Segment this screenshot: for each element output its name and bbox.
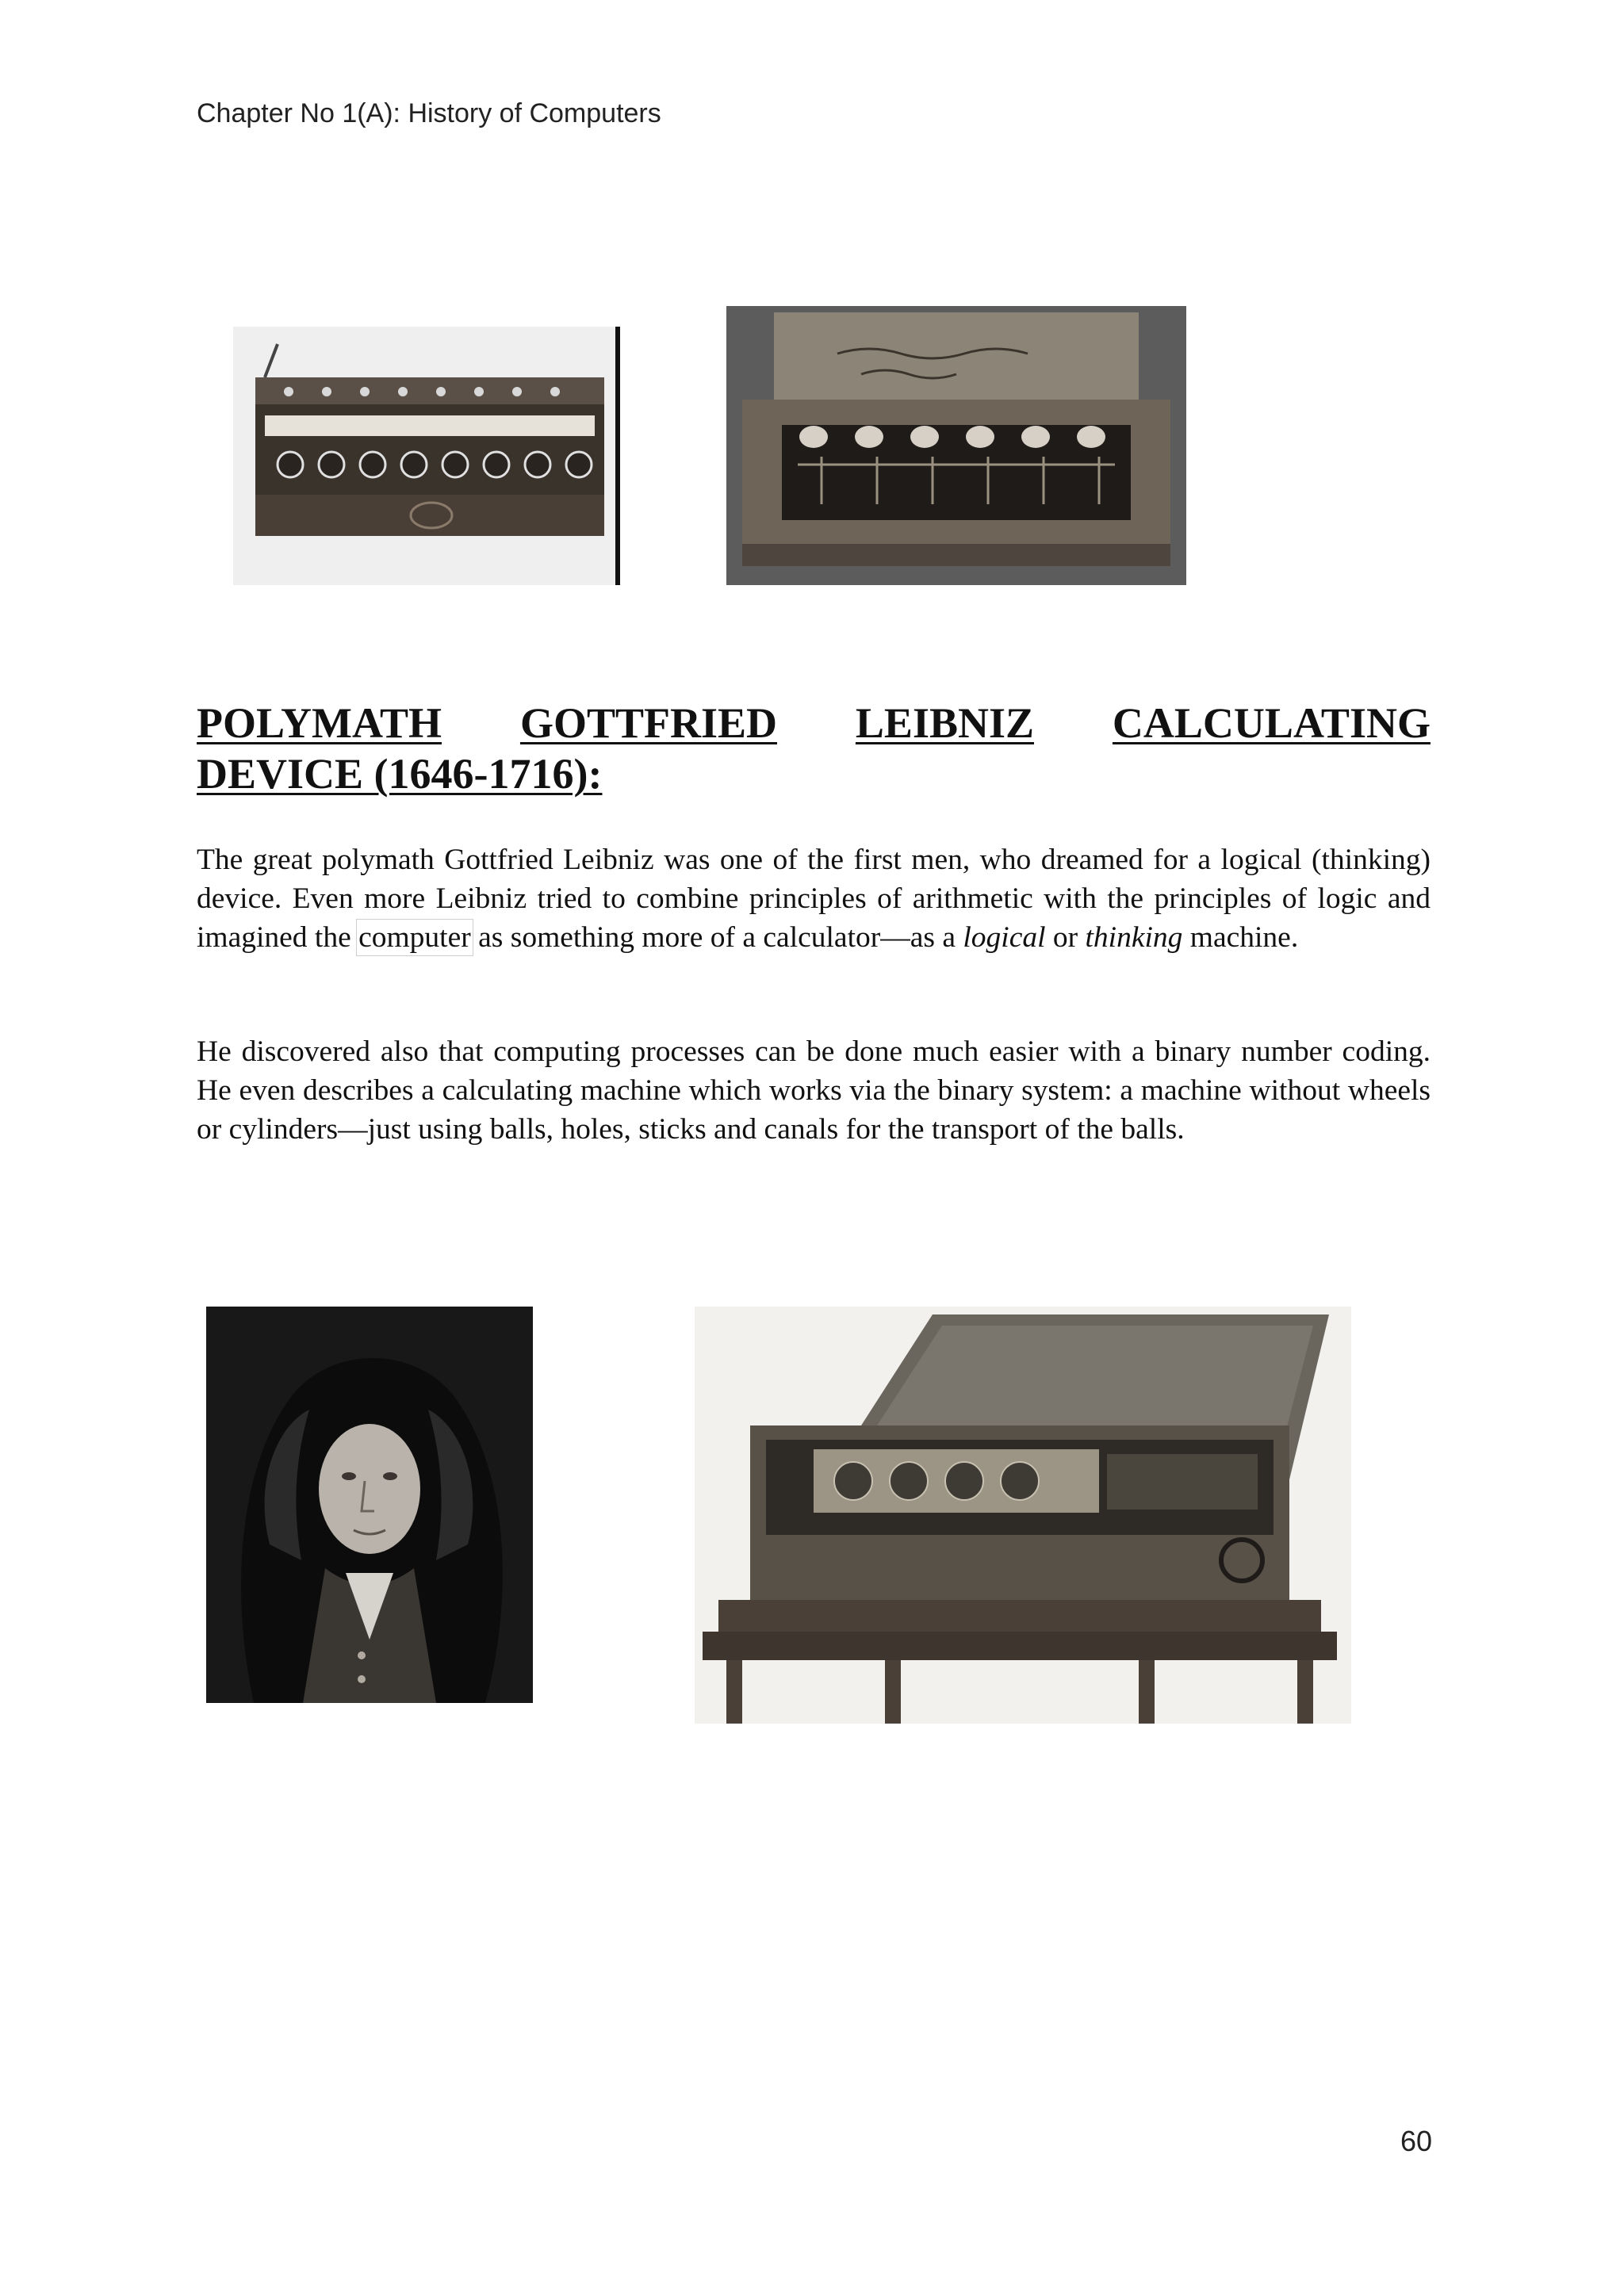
paragraph-1-text-d: machine. — [1182, 921, 1299, 954]
italic-logical: logical — [963, 921, 1046, 954]
title-word-3: LEIBNIZ — [855, 699, 1035, 747]
running-header: Chapter No 1(A): History of Computers — [197, 98, 661, 128]
leibniz-calculator-photo — [695, 1307, 1351, 1724]
section-title — [197, 698, 1431, 799]
title-line-2: DEVICE (1646-1716): — [197, 750, 603, 798]
paragraph-1-text-a: The great polymath Gottfried Leibniz was one of the first men, who dreamed for a logical (thinking) device. Even more Leibniz tried to combine principles of arithmetic with the principles of logic and imagined the — [197, 844, 1431, 954]
paragraph-1-text-b: as something more of a calculator—as a — [470, 921, 963, 954]
title-word-4: CALCULATING — [1112, 699, 1431, 747]
computer-link[interactable]: computer — [358, 921, 471, 954]
paragraph-1 — [197, 840, 1431, 957]
title-line-1 — [197, 698, 1431, 748]
pascaline-mechanism-photo — [726, 306, 1186, 585]
title-word-2: GOTTFRIED — [519, 699, 777, 747]
title-word-1: POLYMATH — [197, 699, 442, 747]
pascaline-front-photo — [233, 327, 620, 585]
italic-thinking: thinking — [1085, 921, 1183, 954]
leibniz-portrait-photo — [206, 1307, 533, 1703]
paragraph-1-text-c: or — [1045, 921, 1086, 954]
paragraph-2: He discovered also that computing processes can be done much easier with a binary number coding. He even describes a calculating machine which works via the binary system: a machine without wheels or cylinders—just using balls, holes, sticks and canals for the transport of the balls. — [197, 1035, 1431, 1146]
page-number: 60 — [1400, 2125, 1433, 2157]
